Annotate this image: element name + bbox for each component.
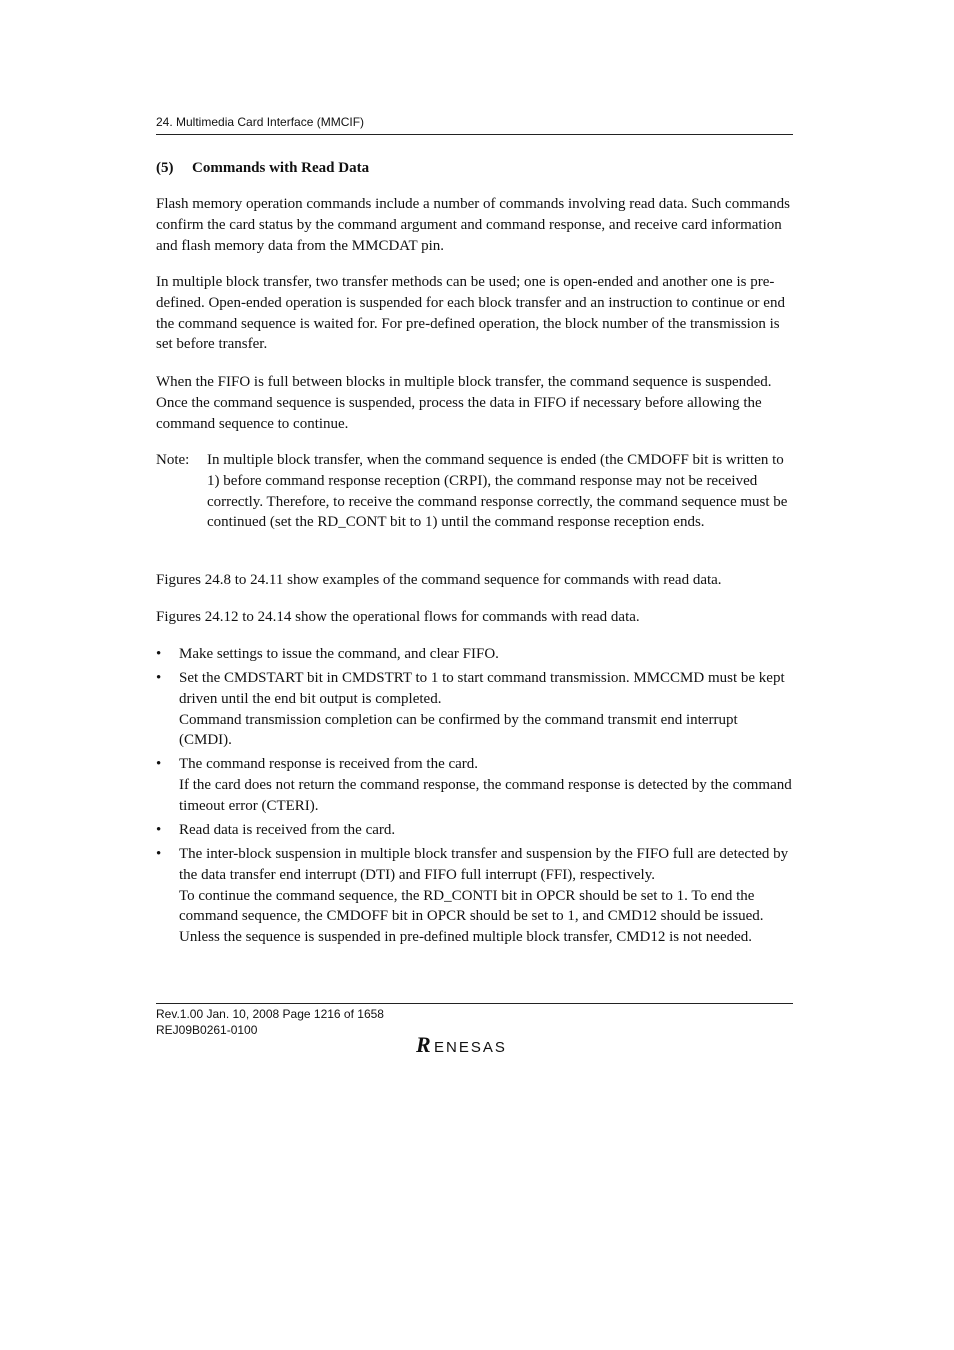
- paragraph-2: In multiple block transfer, two transfer methods can be used; one is open-ended and another one is pre-defined. Open-ended operation is suspended for each block transfer and an instruction to continue or end the command sequence is waited for. For pre-defined operation, the block number of the transmission is set before transfer.: [156, 274, 785, 353]
- running-header: [156, 114, 793, 135]
- bullet-icon: •: [156, 669, 162, 686]
- bullet-icon: •: [156, 646, 162, 662]
- bullet-list: [156, 644, 793, 951]
- list-item: [156, 844, 793, 948]
- list-item-text: If the card does not return the command response, the command response is detected by the command timeout error (CTERI).: [179, 777, 792, 814]
- section-heading: [156, 158, 369, 179]
- footer-document-code: REJ09B0261-0100: [156, 1023, 258, 1037]
- list-item-text: Command transmission completion can be confirmed by the command transmit end interrupt (CMDI).: [179, 711, 738, 749]
- bullet-icon: •: [156, 821, 162, 838]
- list-item: [156, 644, 793, 665]
- figures-reference-1: Figures 24.8 to 24.11 show examples of the command sequence for commands with read data.: [156, 572, 722, 588]
- section-title: Commands with Read Data: [192, 160, 370, 176]
- list-item-text: Set the CMDSTART bit in CMDSTRT to 1 to start command transmission. MMCCMD must be kept driven until the end bit output is completed.: [179, 669, 785, 707]
- paragraph-3: When the FIFO is full between blocks in multiple block transfer, the command sequence is suspended. Once the command sequence is suspended, process the data in FIFO if necessary before allowing the command sequence to continue.: [156, 374, 772, 432]
- list-item-text: The command response is received from the card.: [179, 756, 479, 773]
- note-text: In multiple block transfer, when the command sequence is ended (the CMDOFF bit is written to 1) before command response reception (CRPI), the command response may not be received correctly. Therefore, to receive the command response correctly, the command sequence must be continued (set the RD_CONT bit to 1) until the command response reception ends.: [207, 452, 788, 531]
- renesas-logo: [414, 1033, 534, 1057]
- footer-revision: Rev.1.00 Jan. 10, 2008 Page 1216 of 1658: [156, 1007, 384, 1021]
- note-label: Note:: [156, 452, 190, 468]
- list-item-text: To continue the command sequence, the RD_CONTI bit in OPCR should be set to 1. To end the command sequence, the CMDOFF bit in OPCR should be set to 1, and CMD12 should be issued. Unless the sequence is suspended in pre-defined multiple block transfer, CMD12 is not needed.: [179, 887, 764, 946]
- list-item: [156, 668, 793, 751]
- list-item: [156, 754, 793, 816]
- list-item: [156, 820, 793, 841]
- list-item-text: Read data is received from the card.: [179, 821, 396, 838]
- bullet-icon: •: [156, 756, 162, 773]
- header-title: 24. Multimedia Card Interface (MMCIF): [156, 115, 365, 129]
- list-item-text: The inter-block suspension in multiple block transfer and suspension by the FIFO full are detected by the data transfer end interrupt (DTI) and FIFO full interrupt (FFI), respectively.: [179, 845, 789, 883]
- bullet-icon: •: [156, 845, 162, 862]
- paragraph-1: Flash memory operation commands include a number of commands involving read data. Such commands confirm the card status by the command argument and command response, and receive card information and flash memory data from the MMCDAT pin.: [156, 196, 791, 254]
- figures-reference-2: Figures 24.12 to 24.14 show the operational flows for commands with read data.: [156, 609, 640, 625]
- note-block: [156, 450, 793, 533]
- logo-letter-r: R: [416, 1033, 431, 1057]
- section-number: (5): [156, 160, 174, 176]
- logo-wordmark: ENESAS: [434, 1039, 507, 1056]
- list-item-text: Make settings to issue the command, and clear FIFO.: [179, 646, 499, 662]
